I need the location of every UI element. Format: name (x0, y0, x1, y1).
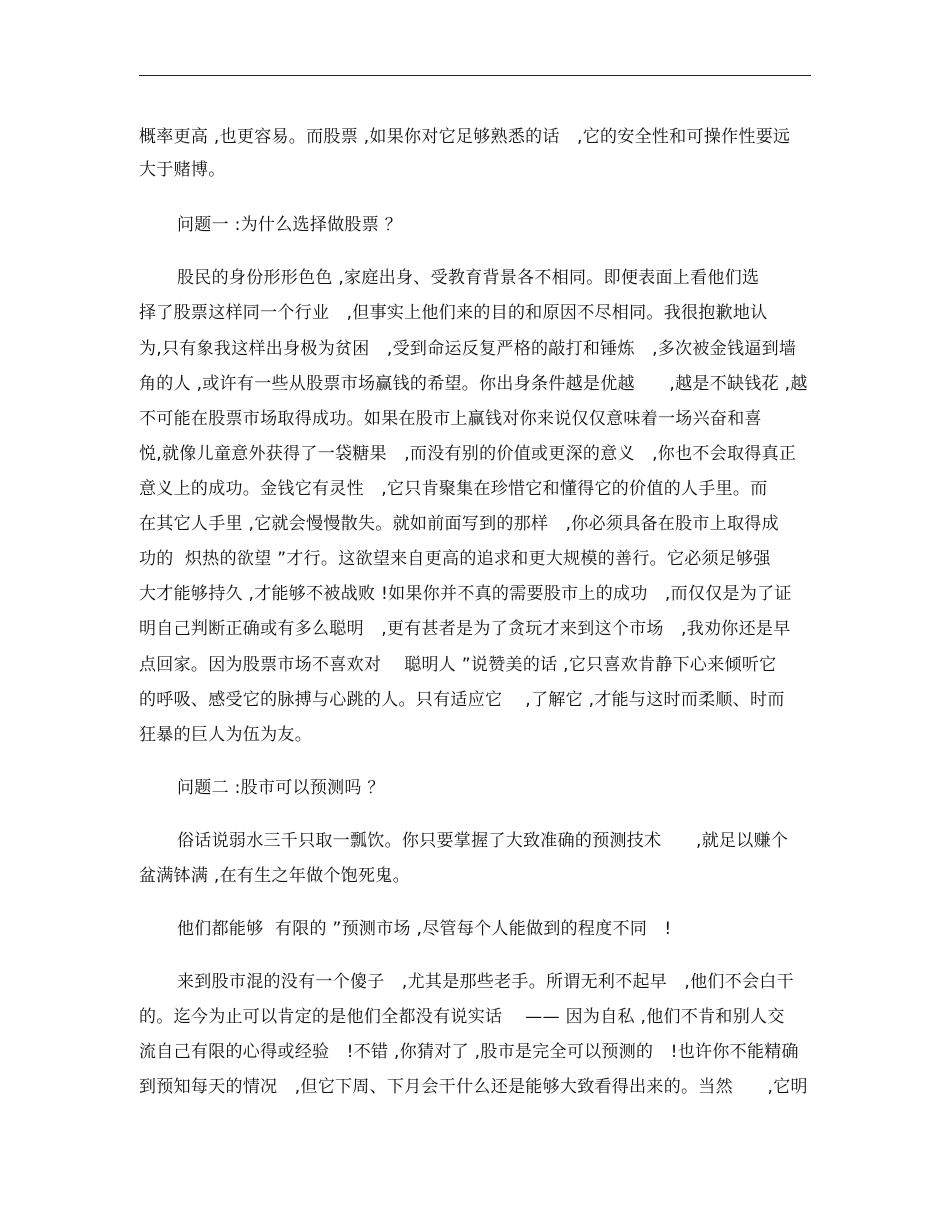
text-line: 意义上的成功。金钱它有灵性 ,它只肯聚集在珍惜它和懂得它的价值的人手里。而 (139, 479, 768, 499)
text-line: 股民的身份形形色色 ,家庭出身、受教育背景各不相同。即便表面上看他们选 (177, 268, 760, 288)
question-heading: 问题二 :股市可以预测吗 ？ (177, 778, 385, 798)
text-line: 来到股市混的没有一个傻子 ,尤其是那些老手。所谓无利不起早 ,他们不会白干 (177, 972, 794, 992)
text-line: 俗话说弱水三千只取一瓢饮。你只要掌握了大致准确的预测技术 ,就足以赚个 (177, 831, 789, 851)
text-line: 为,只有象我这样出身极为贫困 ,受到命运反复严格的敲打和锤炼 ,多次被金钱逼到墙 (139, 339, 797, 359)
text-line: 不可能在股票市场取得成功。如果在股市上赢钱对你来说仅仅意味着一场兴奋和喜 (139, 409, 762, 429)
text-line: 功的 炽热的欲望 ”才行。这欲望来自更高的追求和更大规模的善行。它必须足够强 (139, 549, 771, 569)
text-line: 在其它人手里 ,它就会慢慢散失。就如前面写到的那样 ,你必须具备在股市上取得成 (139, 514, 779, 534)
text-line: 择了股票这样同一个行业 ,但事实上他们来的目的和原因不尽相同。我很抱歉地认 (139, 303, 768, 323)
header-rule (139, 75, 811, 76)
text-line: 大于赌博。 (139, 160, 226, 180)
question-heading: 问题一 :为什么选择做股票 ？ (177, 215, 403, 235)
text-line: 流自己有限的心得或经验 !不错 ,你猜对了 ,股市是完全可以预测的 !也许你不能精确 (139, 1042, 799, 1062)
text-line: 概率更高 ,也更容易。而股票 ,如果你对它足够熟悉的话 ,它的安全性和可操作性要远 (139, 127, 791, 147)
text-line: 到预知每天的情况 ,但它下周、下月会干什么还是能够大致看得出来的。当然 ,它明 (139, 1077, 808, 1097)
text-line: 的。迄今为止可以肯定的是他们全都没有说实话 —— 因为自私 ,他们不肯和别人交 (139, 1007, 785, 1027)
text-line: 悦,就像儿童意外获得了一袋糖果 ,而没有别的价值或更深的意义 ,你也不会取得真正 (139, 444, 797, 464)
text-line: 角的人 ,或许有一些从股票市场赢钱的希望。你出身条件越是优越 ,越是不缺钱花 ,越 (139, 374, 808, 394)
text-line: 大才能够持久 ,才能够不被战败 !如果你并不真的需要股市上的成功 ,而仅仅是为了证 (139, 584, 792, 604)
text-line: 的呼吸、感受它的脉搏与心跳的人。只有适应它 ,了解它 ,才能与这时而柔顺、时而 (139, 690, 785, 710)
text-line: 盆满钵满 ,在有生之年做个饱死鬼。 (139, 866, 410, 886)
text-line: 他们都能够 有限的 ”预测市场 ,尽管每个人能做到的程度不同 ! (177, 919, 672, 939)
text-line: 狂暴的巨人为伍为友。 (139, 725, 312, 745)
text-line: 明自己判断正确或有多么聪明 ,更有甚者是为了贪玩才来到这个市场 ,我劝你还是早 (139, 619, 791, 639)
text-line: 点回家。因为股票市场不喜欢对 聪明人 ”说赞美的话 ,它只喜欢肯静下心来倾听它 (139, 655, 777, 675)
